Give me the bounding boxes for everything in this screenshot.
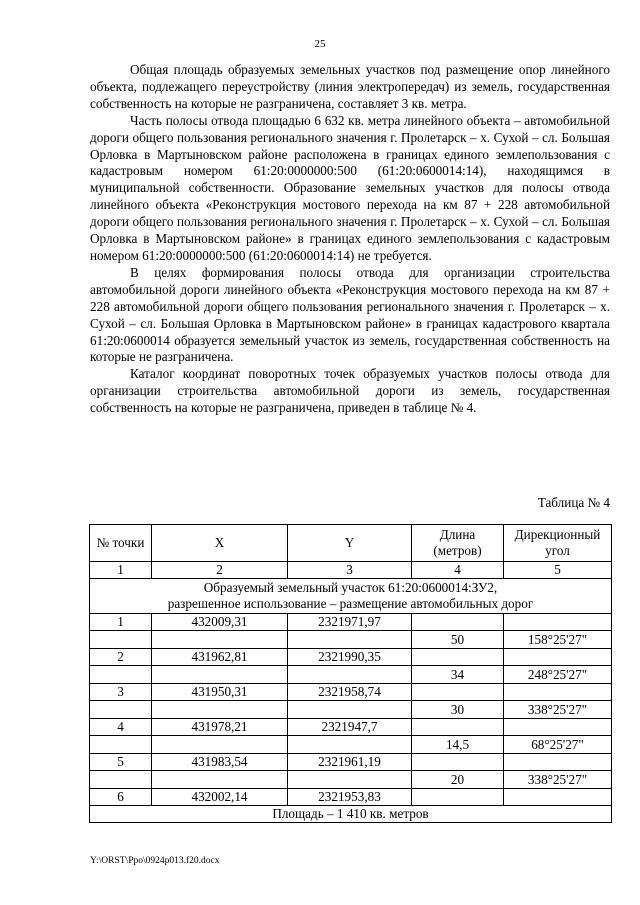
segment-angle: 338°25'27" — [504, 771, 612, 789]
point-number: 2 — [90, 649, 152, 666]
page-number: 25 — [314, 38, 326, 50]
point-number: 1 — [90, 614, 152, 631]
table-row — [90, 631, 612, 649]
segment-length: 30 — [412, 701, 504, 719]
point-number: 4 — [90, 719, 152, 736]
point-x: 431962,81 — [152, 649, 288, 666]
point-x: 431978,21 — [152, 719, 288, 736]
header-x: X — [152, 525, 288, 562]
point-number: 3 — [90, 684, 152, 701]
table-row — [90, 666, 612, 684]
table-row — [90, 789, 612, 806]
table-row — [90, 771, 612, 789]
point-y: 2321961,19 — [288, 754, 412, 771]
table-header-row — [90, 525, 612, 562]
paragraph: В целях формирования полосы отвода для организации строительства автомобильной дороги линейного объекта «Реконструкция мостового перехода на км 87 + 228 автомобильной дороги общего пользования регионального значения г. Пролетарск – х. Сухой – сл. Большая Орловка в Мартыновском районе» в границах кадастрового квартала 61:20:0600014 образуется земельный участок из земель, государственная собственность на которые не разграничена. — [90, 264, 610, 365]
area-total: Площадь – 1 410 кв. метров — [90, 806, 612, 823]
point-y: 2321990,35 — [288, 649, 412, 666]
point-number: 5 — [90, 754, 152, 771]
body-text — [90, 62, 610, 417]
paragraph: Часть полосы отвода площадью 6 632 кв. метра линейного объекта – автомобильной дороги общего пользования регионального значения г. Пролетарск – х. Сухой – сл. Большая Орловка в Мартыновском районе расположена в границах единого землепользования с кадастровым номером 61:20:0000000:500 (61:20:0600014:14), находящимся в муниципальной собственности. Образование земельных участков для полосы отвода линейного объекта «Реконструкция мостового перехода на км 87 + 228 автомобильной дороги общего пользования регионального значения г. Пролетарск – х. Сухой – сл. Большая Орловка в Мартыновском районе» в границах единого землепользования с кадастровым номером 61:20:0000000:500 (61:20:0600014:14) не требуется. — [90, 112, 610, 263]
table-row — [90, 614, 612, 631]
table-row — [90, 684, 612, 701]
header-y: Y — [288, 525, 412, 562]
area-row — [90, 806, 612, 823]
column-number: 3 — [288, 562, 412, 579]
column-number: 2 — [152, 562, 288, 579]
segment-length: 34 — [412, 666, 504, 684]
section-title-row — [90, 579, 612, 614]
coordinates-table — [89, 524, 612, 823]
segment-angle: 338°25'27" — [504, 701, 612, 719]
point-x: 431983,54 — [152, 754, 288, 771]
section-title-line: Образуемый земельный участок 61:20:0600014:ЗУ2, — [203, 580, 498, 595]
point-x: 432009,31 — [152, 614, 288, 631]
column-number: 1 — [90, 562, 152, 579]
table-row — [90, 719, 612, 736]
point-y: 2321953,83 — [288, 789, 412, 806]
segment-angle: 68°25'27" — [504, 736, 612, 754]
header-direction-angle: Дирекционный угол — [504, 525, 612, 562]
table-row — [90, 736, 612, 754]
section-title-line: разрешенное использование – размещение автомобильных дорог — [167, 596, 534, 611]
point-y: 2321947,7 — [288, 719, 412, 736]
table-row — [90, 701, 612, 719]
segment-angle: 248°25'27" — [504, 666, 612, 684]
paragraph: Каталог координат поворотных точек образуемых участков полосы отвода для организации строительства автомобильной дороги из земель, государственная собственность на которые не разграничена, приведен в таблице № 4. — [90, 366, 610, 416]
segment-length: 14,5 — [412, 736, 504, 754]
header-point-number: № точки — [90, 525, 152, 562]
point-x: 431950,31 — [152, 684, 288, 701]
column-number: 4 — [412, 562, 504, 579]
segment-length: 20 — [412, 771, 504, 789]
column-number-row — [90, 562, 612, 579]
point-x: 432002,14 — [152, 789, 288, 806]
paragraph: Общая площадь образуемых земельных участков под размещение опор линейного объекта, подлежащего переустройству (линия электропередач) из земель, государственная собственность на которые не разграничена, составляет 3 кв. метра. — [90, 62, 610, 111]
point-y: 2321958,74 — [288, 684, 412, 701]
header-length: Длина (метров) — [412, 525, 504, 562]
segment-angle: 158°25'27" — [504, 631, 612, 649]
table-caption: Таблица № 4 — [537, 495, 610, 510]
segment-length: 50 — [412, 631, 504, 649]
column-number: 5 — [504, 562, 612, 579]
document-path: Y:\ORST\Ppo\0924p013.f20.docx — [90, 856, 220, 866]
section-title — [90, 579, 612, 614]
point-y: 2321971,97 — [288, 614, 412, 631]
table-row — [90, 754, 612, 771]
point-number: 6 — [90, 789, 152, 806]
table-row — [90, 649, 612, 666]
